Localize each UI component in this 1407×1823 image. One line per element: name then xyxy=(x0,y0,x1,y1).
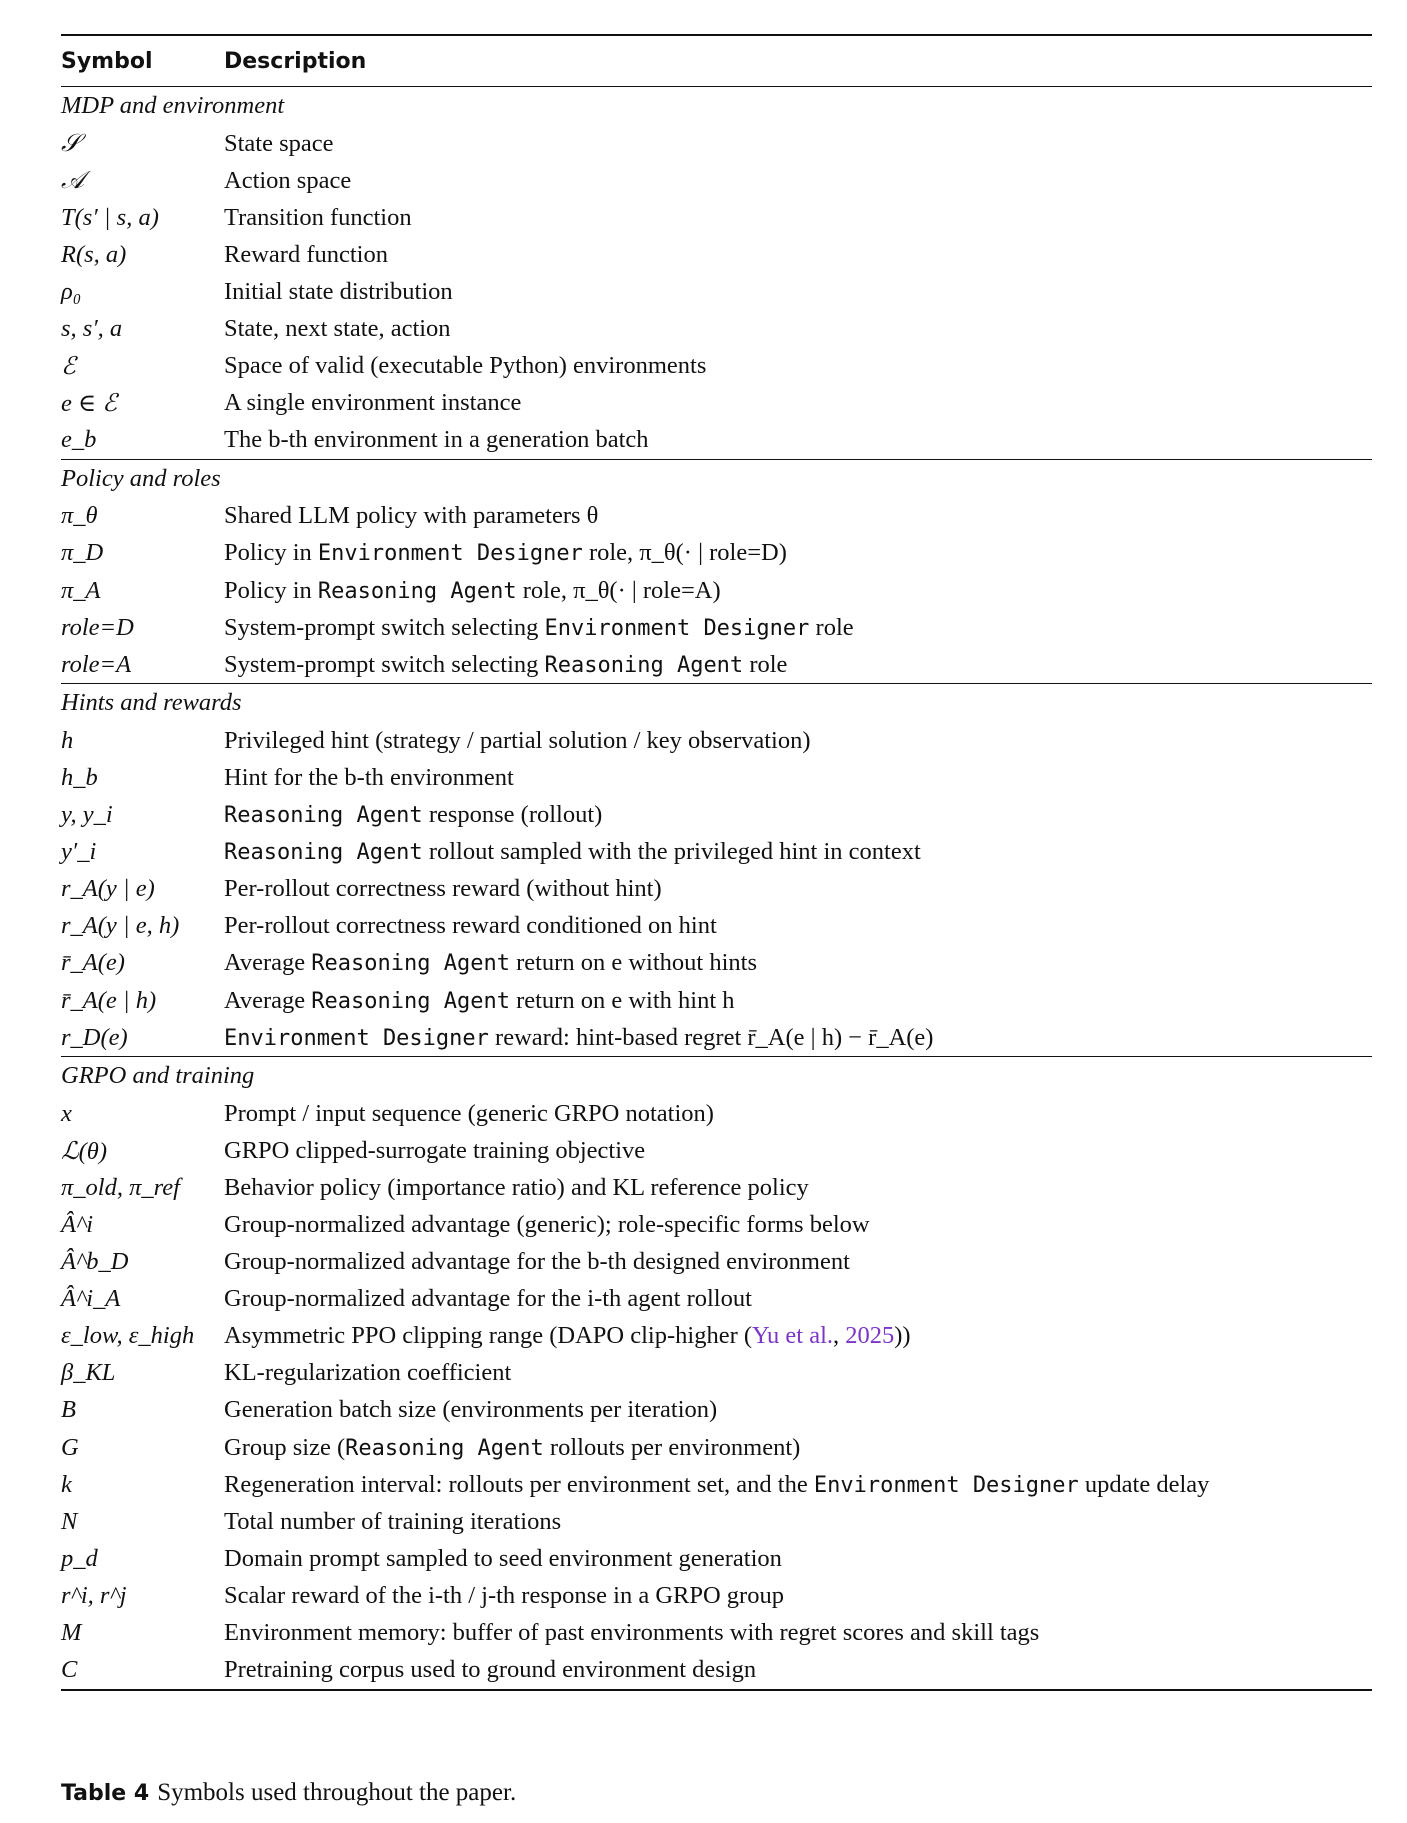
description-cell: Pretraining corpus used to ground environment design xyxy=(224,1656,757,1684)
symbol-cell: k xyxy=(61,1470,72,1498)
description-cell: Per-rollout correctness reward conditioned on hint xyxy=(224,912,717,940)
symbol-cell: ε_low, ε_high xyxy=(61,1322,195,1350)
description-cell: Total number of training iterations xyxy=(224,1507,562,1535)
symbol-cell: Â^i_A xyxy=(61,1285,121,1313)
symbol-cell: C xyxy=(61,1656,78,1684)
section-title: Hints and rewards xyxy=(61,689,242,717)
description-cell: Policy in Environment Designer role, π_θ(· | role=D) xyxy=(224,539,787,567)
description-cell: Reasoning Agent rollout sampled with the privileged hint in context xyxy=(224,838,921,866)
symbol-cell: B xyxy=(61,1396,76,1424)
table-row xyxy=(61,609,1372,646)
table-row xyxy=(61,1019,1372,1057)
symbol-cell: π_D xyxy=(61,539,104,567)
table-row xyxy=(61,236,1372,273)
table-row xyxy=(61,1318,1372,1355)
table-row xyxy=(61,572,1372,609)
description-cell: Reasoning Agent response (rollout) xyxy=(224,801,603,829)
description-cell: System-prompt switch selecting Reasoning Agent role xyxy=(224,650,788,678)
table-row xyxy=(61,945,1372,982)
symbol-cell: h_b xyxy=(61,763,98,791)
description-cell: Average Reasoning Agent return on e with hint h xyxy=(224,986,735,1014)
description-cell: Asymmetric PPO clipping range (DAPO clip-higher (Yu et al., 2025)) xyxy=(224,1322,911,1350)
symbol-cell: 𝒮 xyxy=(61,129,80,157)
description-cell: Domain prompt sampled to seed environment generation xyxy=(224,1544,782,1572)
symbol-cell: e ∈ ℰ xyxy=(61,390,118,418)
description-cell: State space xyxy=(224,129,334,157)
description-cell: Average Reasoning Agent return on e without hints xyxy=(224,949,757,977)
symbol-cell: y, y_i xyxy=(61,801,113,829)
table-row xyxy=(61,722,1372,759)
symbol-cell: π_A xyxy=(61,576,101,604)
symbol-cell: R(s, a) xyxy=(61,240,127,268)
symbol-cell: T(s′ | s, a) xyxy=(61,203,159,231)
description-cell: Action space xyxy=(224,166,352,194)
description-cell: Prompt / input sequence (generic GRPO notation) xyxy=(224,1099,714,1127)
symbol-cell: β_KL xyxy=(61,1359,116,1387)
table-row xyxy=(61,1503,1372,1540)
symbol-cell: r̄_A(e | h) xyxy=(61,986,157,1014)
section-header-row xyxy=(61,459,1372,498)
description-cell: Group size (Reasoning Agent rollouts per environment) xyxy=(224,1433,801,1461)
table-row xyxy=(61,385,1372,422)
symbol-cell: π_θ xyxy=(61,502,98,530)
table-caption xyxy=(61,1779,516,1807)
symbol-cell: ρ₀ xyxy=(61,277,82,305)
table-row xyxy=(61,348,1372,385)
symbol-cell: N xyxy=(61,1507,78,1535)
description-cell: Group-normalized advantage (generic); role-specific forms below xyxy=(224,1210,870,1238)
table-header-row xyxy=(61,35,1372,87)
description-cell: Hint for the b-th environment xyxy=(224,763,514,791)
symbols-table xyxy=(61,34,1372,1691)
symbol-cell: y′_i xyxy=(61,838,97,866)
symbol-cell: Â^b_D xyxy=(61,1248,129,1276)
symbol-cell: r^i, r^j xyxy=(61,1581,127,1609)
table-row xyxy=(61,422,1372,460)
description-cell: Per-rollout correctness reward (without hint) xyxy=(224,875,662,903)
symbol-cell: ℒ(θ) xyxy=(61,1137,107,1165)
table-row xyxy=(61,1355,1372,1392)
symbol-cell: h xyxy=(61,726,74,754)
symbol-cell: role=D xyxy=(61,613,134,641)
description-cell: Policy in Reasoning Agent role, π_θ(· | role=A) xyxy=(224,576,721,604)
table-row xyxy=(61,1392,1372,1429)
description-cell: GRPO clipped-surrogate training objective xyxy=(224,1136,646,1164)
description-cell: Reward function xyxy=(224,240,388,268)
table-row xyxy=(61,273,1372,310)
description-cell: Transition function xyxy=(224,203,412,231)
symbol-cell: r_D(e) xyxy=(61,1023,128,1051)
table-body xyxy=(61,87,1372,1690)
description-cell: Group-normalized advantage for the i-th agent rollout xyxy=(224,1285,752,1313)
description-cell: The b-th environment in a generation batch xyxy=(224,426,649,454)
table-row xyxy=(61,1429,1372,1466)
table-row xyxy=(61,1206,1372,1243)
table-row xyxy=(61,1614,1372,1651)
description-cell: Environment memory: buffer of past environments with regret scores and skill tags xyxy=(224,1619,1040,1647)
table-row xyxy=(61,1169,1372,1206)
table-row xyxy=(61,1281,1372,1318)
symbol-cell: r_A(y | e, h) xyxy=(61,912,180,940)
table-row xyxy=(61,310,1372,347)
symbol-cell: r_A(y | e) xyxy=(61,875,155,903)
symbol-cell: ℰ xyxy=(61,353,76,381)
table-row xyxy=(61,759,1372,796)
symbol-cell: G xyxy=(61,1433,79,1461)
table-row xyxy=(61,1652,1372,1690)
symbol-cell: x xyxy=(61,1099,72,1127)
table-row xyxy=(61,646,1372,684)
description-cell: Initial state distribution xyxy=(224,277,453,305)
table-row xyxy=(61,498,1372,535)
table-row xyxy=(61,125,1372,162)
symbol-cell: π_old, π_ref xyxy=(61,1173,180,1201)
description-cell: Shared LLM policy with parameters θ xyxy=(224,502,599,530)
description-cell: Privileged hint (strategy / partial solution / key observation) xyxy=(224,726,811,754)
section-header-row xyxy=(61,87,1372,126)
section-title: GRPO and training xyxy=(61,1062,255,1090)
description-cell: KL-regularization coefficient xyxy=(224,1359,512,1387)
caption-text: Symbols used throughout the paper. xyxy=(157,1779,517,1806)
description-cell: Behavior policy (importance ratio) and KL reference policy xyxy=(224,1173,809,1201)
section-header-row xyxy=(61,684,1372,723)
description-cell: Space of valid (executable Python) environments xyxy=(224,352,707,380)
description-cell: Environment Designer reward: hint-based regret r̄_A(e | h) − r̄_A(e) xyxy=(224,1023,934,1051)
description-cell: Regeneration interval: rollouts per environment set, and the Environment Designer update delay xyxy=(224,1470,1210,1498)
symbol-cell: M xyxy=(61,1619,82,1647)
table-row xyxy=(61,834,1372,871)
table-row xyxy=(61,1132,1372,1169)
caption-label: Table 4 xyxy=(61,1781,150,1806)
description-cell: State, next state, action xyxy=(224,315,451,343)
section-title: MDP and environment xyxy=(61,92,285,119)
symbol-cell: e_b xyxy=(61,426,97,454)
symbol-cell: s, s′, a xyxy=(61,315,123,343)
symbol-cell: r̄_A(e) xyxy=(61,949,125,977)
description-cell: Generation batch size (environments per iteration) xyxy=(224,1396,718,1424)
header-description: Description xyxy=(224,48,367,74)
symbols-table-container xyxy=(61,34,1372,1806)
table-row xyxy=(61,797,1372,834)
table-row xyxy=(61,1095,1372,1132)
symbol-cell: p_d xyxy=(61,1544,98,1572)
table-row xyxy=(61,162,1372,199)
table-row xyxy=(61,1466,1372,1503)
table-row xyxy=(61,1577,1372,1614)
description-cell: System-prompt switch selecting Environment Designer role xyxy=(224,613,854,641)
header-symbol: Symbol xyxy=(61,48,153,74)
section-title: Policy and roles xyxy=(61,464,221,492)
description-cell: Scalar reward of the i-th / j-th response in a GRPO group xyxy=(224,1581,784,1609)
table-row xyxy=(61,1540,1372,1577)
description-cell: A single environment instance xyxy=(224,389,522,417)
table-row xyxy=(61,982,1372,1019)
symbol-cell: Â^i xyxy=(61,1210,94,1238)
symbol-cell: role=A xyxy=(61,650,132,678)
table-row xyxy=(61,908,1372,945)
table-row xyxy=(61,199,1372,236)
section-header-row xyxy=(61,1057,1372,1096)
table-row xyxy=(61,535,1372,572)
description-cell: Group-normalized advantage for the b-th designed environment xyxy=(224,1248,850,1276)
symbol-cell: 𝒜 xyxy=(61,166,85,194)
table-row xyxy=(61,871,1372,908)
table-row xyxy=(61,1244,1372,1281)
